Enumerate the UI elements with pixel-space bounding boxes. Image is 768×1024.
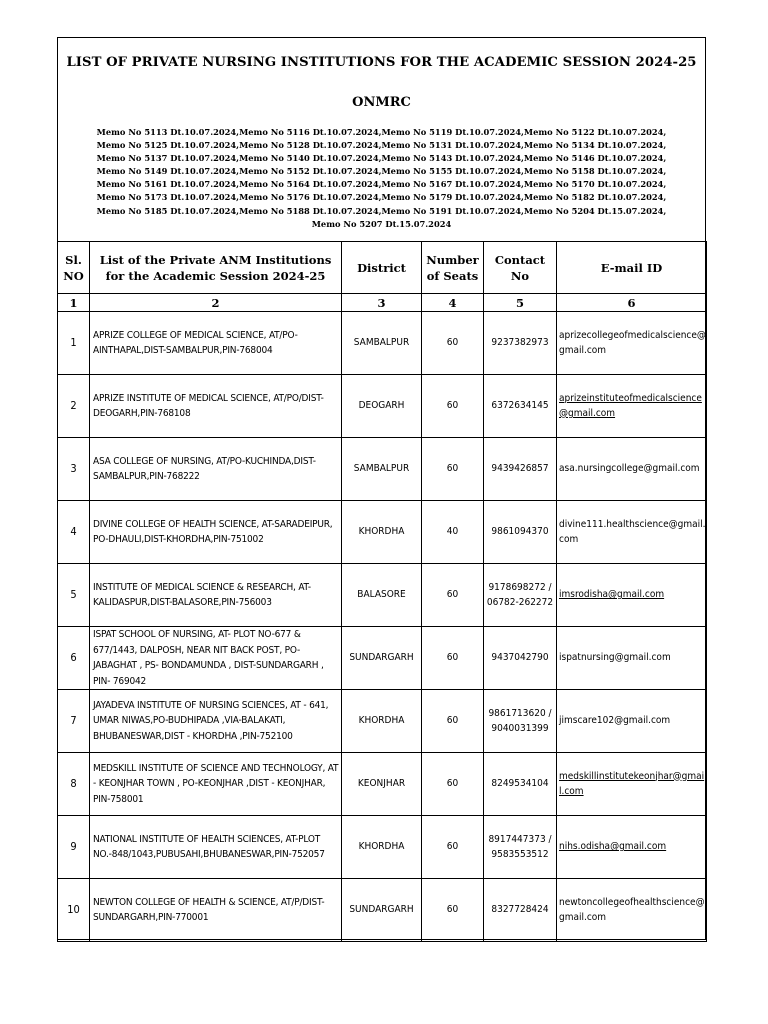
organization-name: ONMRC [352, 95, 411, 110]
contact-no: 9437042790 [484, 627, 557, 690]
email-link[interactable]: medskillinstitutekeonjhar@gmail.com [557, 753, 707, 816]
sl-no: 3 [58, 438, 90, 501]
email-id: newtoncollegeofhealthscience@gmail.com [557, 879, 707, 942]
institution-name: DIVINE COLLEGE OF HEALTH SCIENCE, AT-SARADEIPUR, PO-DHAULI,DIST-KHORDHA,PIN-751002 [90, 501, 342, 564]
institution-name: NATIONAL INSTITUTE OF HEALTH SCIENCES, AT-PLOT NO.-848/1043,PUBUSAHI,BHUBANESWAR,PIN-752057 [90, 816, 342, 879]
district: KEONJHAR [342, 753, 422, 816]
sl-no: 4 [58, 501, 90, 564]
table-row [58, 879, 707, 942]
memo-line: Memo No 5149 Dt.10.07.2024,Memo No 5152 Dt.10.07.2024,Memo No 5155 Dt.10.07.2024,Memo No 5158 Dt.10.07.2024, [96, 166, 667, 177]
contact-no: 9237382973 [484, 312, 557, 375]
institution-name: ASA COLLEGE OF NURSING, AT/PO-KUCHINDA,DIST-SAMBALPUR,PIN-768222 [90, 438, 342, 501]
column-number-row [58, 294, 707, 312]
col-header-seats: Number of Seats [422, 242, 484, 294]
seats: 60 [422, 564, 484, 627]
district: KHORDHA [342, 501, 422, 564]
contact-no: 9861094370 [484, 501, 557, 564]
sl-no: 9 [58, 816, 90, 879]
email-id: asa.nursingcollege@gmail.com [557, 438, 707, 501]
col-header-district: District [342, 242, 422, 294]
memo-line: Memo No 5185 Dt.10.07.2024,Memo No 5188 Dt.10.07.2024,Memo No 5191 Dt.10.07.2024,Memo No 5204 Dt.15.07.2024, [96, 205, 667, 216]
col-header-email: E-mail ID [557, 242, 707, 294]
sl-no: 1 [58, 312, 90, 375]
document-sheet [57, 37, 706, 940]
district: DEOGARH [342, 375, 422, 438]
sl-no: 2 [58, 375, 90, 438]
column-number: 2 [90, 294, 342, 312]
table-row [58, 627, 707, 690]
memo-line: Memo No 5173 Dt.10.07.2024,Memo No 5176 Dt.10.07.2024,Memo No 5179 Dt.10.07.2024,Memo No 5182 Dt.10.07.2024, [96, 192, 667, 203]
seats: 60 [422, 816, 484, 879]
column-number: 1 [58, 294, 90, 312]
column-number: 6 [557, 294, 707, 312]
col-header-sl: Sl. NO [58, 242, 90, 294]
seats: 60 [422, 753, 484, 816]
email-link[interactable]: aprizeinstituteofmedicalscience@gmail.com [557, 375, 707, 438]
sl-no: 10 [58, 879, 90, 942]
col-header-institution: List of the Private ANM Institutions for the Academic Session 2024-25 [90, 242, 342, 294]
column-number: 5 [484, 294, 557, 312]
institution-name: APRIZE INSTITUTE OF MEDICAL SCIENCE, AT/PO/DIST- DEOGARH,PIN-768108 [90, 375, 342, 438]
seats: 60 [422, 879, 484, 942]
district: BALASORE [342, 564, 422, 627]
district: KHORDHA [342, 690, 422, 753]
district: SAMBALPUR [342, 312, 422, 375]
table-row [58, 501, 707, 564]
institution-name: APRIZE COLLEGE OF MEDICAL SCIENCE, AT/PO-AINTHAPAL,DIST-SAMBALPUR,PIN-768004 [90, 312, 342, 375]
table-row [58, 753, 707, 816]
memo-line: Memo No 5161 Dt.10.07.2024,Memo No 5164 Dt.10.07.2024,Memo No 5167 Dt.10.07.2024,Memo No 5170 Dt.10.07.2024, [96, 179, 667, 190]
seats: 60 [422, 375, 484, 438]
contact-no: 9178698272 / 06782-262272 [484, 564, 557, 627]
contact-no: 8249534104 [484, 753, 557, 816]
document-header [58, 38, 705, 241]
memo-references [58, 126, 705, 231]
email-link[interactable]: imsrodisha@gmail.com [557, 564, 707, 627]
sl-no: 5 [58, 564, 90, 627]
institution-name: JAYADEVA INSTITUTE OF NURSING SCIENCES, AT - 641, UMAR NIWAS,PO-BUDHIPADA ,VIA-BALAKATI, BHUBANESWAR,DIST - KHORDHA ,PIN-752100 [90, 690, 342, 753]
contact-no: 8917447373 / 9583553512 [484, 816, 557, 879]
sl-no: 6 [58, 627, 90, 690]
column-number: 4 [422, 294, 484, 312]
column-number: 3 [342, 294, 422, 312]
memo-line: Memo No 5137 Dt.10.07.2024,Memo No 5140 Dt.10.07.2024,Memo No 5143 Dt.10.07.2024,Memo No 5146 Dt.10.07.2024, [96, 153, 667, 164]
institution-name: MEDSKILL INSTITUTE OF SCIENCE AND TECHNOLOGY, AT - KEONJHAR TOWN , PO-KEONJHAR ,DIST - KEONJHAR, PIN-758001 [90, 753, 342, 816]
seats: 40 [422, 501, 484, 564]
table-row [58, 375, 707, 438]
contact-no: 9439426857 [484, 438, 557, 501]
seats: 60 [422, 690, 484, 753]
email-id: ispatnursing@gmail.com [557, 627, 707, 690]
document-title: LIST OF PRIVATE NURSING INSTITUTIONS FOR THE ACADEMIC SESSION 2024-25 [66, 55, 697, 70]
email-id: divine111.healthscience@gmail.com [557, 501, 707, 564]
sl-no: 7 [58, 690, 90, 753]
email-id: aprizecollegeofmedicalscience@gmail.com [557, 312, 707, 375]
col-header-contact: Contact No [484, 242, 557, 294]
institution-name: ISPAT SCHOOL OF NURSING, AT- PLOT NO-677 & 677/1443, DALPOSH, NEAR NIT BACK POST, PO-JABAGHAT , PS- BONDAMUNDA , DIST-SUNDARGARH , PIN- 769042 [90, 627, 342, 690]
district: KHORDHA [342, 816, 422, 879]
institution-name: INSTITUTE OF MEDICAL SCIENCE & RESEARCH, AT-KALIDASPUR,DIST-BALASORE,PIN-756003 [90, 564, 342, 627]
table-row [58, 312, 707, 375]
contact-no: 6372634145 [484, 375, 557, 438]
contact-no: 9861713620 / 9040031399 [484, 690, 557, 753]
table-row [58, 816, 707, 879]
table-header-row [58, 242, 707, 294]
seats: 60 [422, 438, 484, 501]
institutions-table [57, 241, 707, 942]
sl-no: 8 [58, 753, 90, 816]
table-row [58, 438, 707, 501]
memo-line: Memo No 5125 Dt.10.07.2024,Memo No 5128 Dt.10.07.2024,Memo No 5131 Dt.10.07.2024,Memo No 5134 Dt.10.07.2024, [96, 140, 667, 151]
table-row [58, 564, 707, 627]
district: SUNDARGARH [342, 627, 422, 690]
district: SUNDARGARH [342, 879, 422, 942]
seats: 60 [422, 312, 484, 375]
institution-name: NEWTON COLLEGE OF HEALTH & SCIENCE, AT/P/DIST-SUNDARGARH,PIN-770001 [90, 879, 342, 942]
memo-line: Memo No 5113 Dt.10.07.2024,Memo No 5116 Dt.10.07.2024,Memo No 5119 Dt.10.07.2024,Memo No 5122 Dt.10.07.2024, [96, 127, 667, 137]
district: SAMBALPUR [342, 438, 422, 501]
seats: 60 [422, 627, 484, 690]
table-row [58, 690, 707, 753]
memo-line: Memo No 5207 Dt.15.07.2024 [311, 218, 452, 229]
email-id: jimscare102@gmail.com [557, 690, 707, 753]
contact-no: 8327728424 [484, 879, 557, 942]
email-link[interactable]: nihs.odisha@gmail.com [557, 816, 707, 879]
